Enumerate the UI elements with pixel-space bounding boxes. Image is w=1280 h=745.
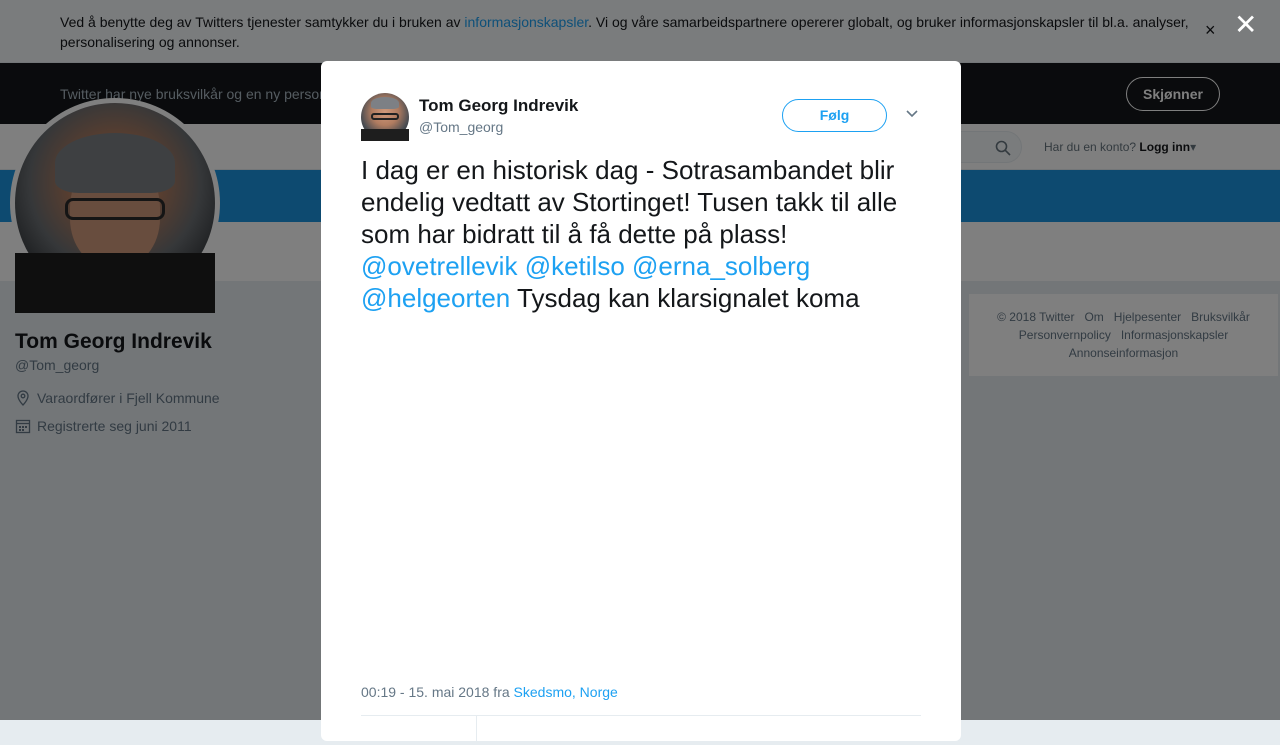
- author-handle[interactable]: @Tom_georg: [419, 119, 504, 135]
- chevron-down-icon[interactable]: [905, 107, 919, 121]
- close-icon[interactable]: ✕: [1234, 9, 1258, 40]
- mention-link[interactable]: @erna_solberg: [632, 251, 811, 281]
- tweet-modal: [321, 61, 961, 741]
- tweet-body-end: Tysdag kan klarsignalet koma: [510, 283, 860, 313]
- avatar-glasses: [371, 113, 399, 120]
- author-avatar[interactable]: [361, 93, 409, 141]
- tweet-place-link[interactable]: Skedsmo, Norge: [513, 684, 618, 700]
- tweet-time: 00:19 - 15. mai 2018 fra: [361, 684, 514, 700]
- author-name[interactable]: Tom Georg Indrevik: [419, 96, 579, 115]
- tweet-body: I dag er en historisk dag - Sotrasambandet blir endelig vedtatt av Stortinget! Tusen takk til alle som har bidratt til å få dette på plass!: [361, 155, 898, 249]
- follow-button[interactable]: Følg: [782, 99, 887, 132]
- divider: [476, 715, 477, 745]
- tweet-timestamp: [361, 684, 618, 700]
- mention-link[interactable]: @ovetrellevik: [361, 251, 518, 281]
- avatar-hair: [371, 97, 399, 109]
- avatar-shirt: [361, 129, 409, 141]
- tweet-text: [361, 154, 921, 314]
- mention-link[interactable]: @ketilso: [524, 251, 625, 281]
- mention-link[interactable]: @helgeorten: [361, 283, 511, 313]
- divider: [361, 715, 921, 716]
